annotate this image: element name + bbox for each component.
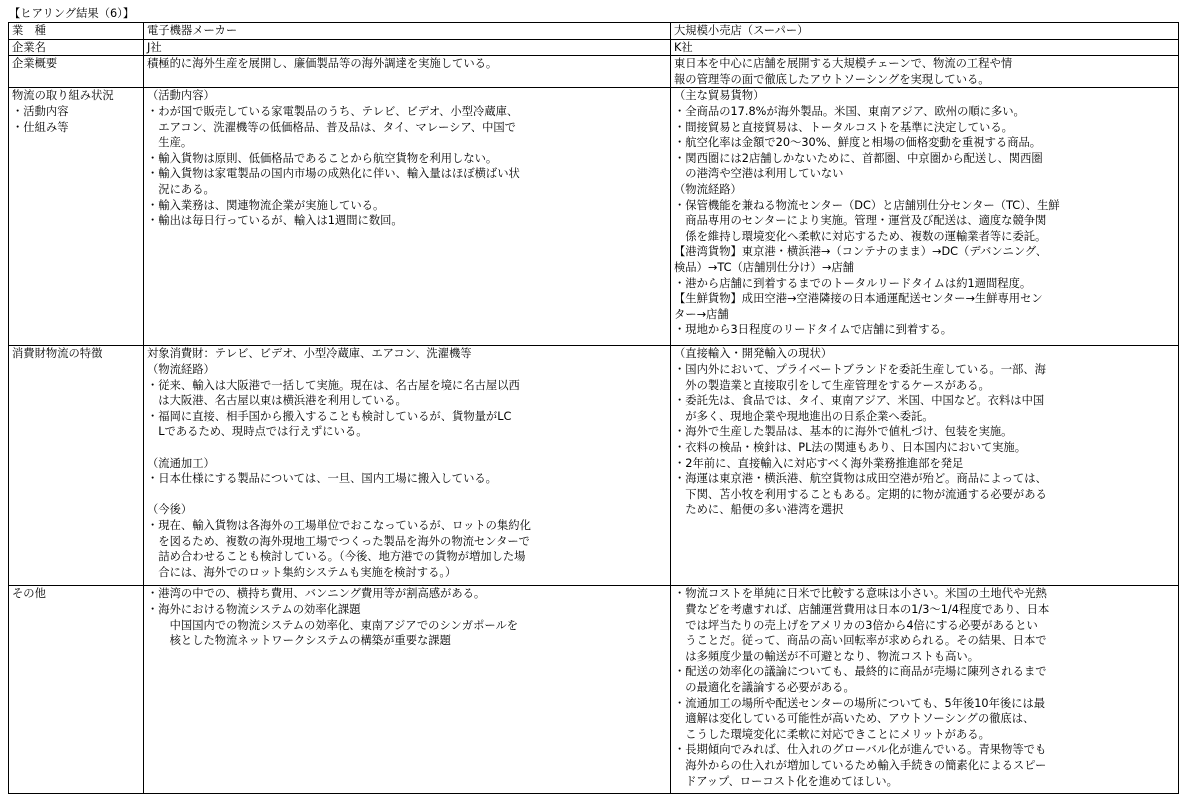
cell-text-line: 中国国内での物流システムの効率化、東南アジアでのシンガポールを [147,618,519,632]
header-row [9,23,1179,40]
cell-text-line: ドアップ、ローコスト化を進めてほしい。 [674,774,898,788]
cell-text-line: （物流経路） [674,182,742,196]
cell-text-line: が多く、現地企業や現地進出の日系企業へ委託。 [674,409,934,423]
row-logistics-activities [9,88,1179,346]
cell-text-line: ・日本仕様にする製品については、一旦、国内工場に搬入している。 [147,472,497,486]
row-label-cell [9,88,144,346]
cell-text-line: 下関、苫小牧を利用することもある。定期的に物が流通する必要がある [674,487,1047,501]
header-label-cell [9,23,144,40]
cell-text-line: 海外からの仕入れが増加しているため輸入手続きの簡素化によるスピー [674,758,1047,772]
cell-text-line: （流通加工） [147,456,215,470]
cell-text-line: ・現在、輸入貨物は各海外の工場単位でおこなっているが、ロットの集約化 [147,518,531,532]
cell-text-line: 詰め合わせることも検討している。（今後、地方港での貨物が増加した場 [147,550,526,564]
col-a-cell [144,39,671,56]
col-a-cell [144,346,671,586]
cell-text-line: うことだ。従って、商品の高い回転率が求められる。その結果、日本で [674,634,1047,648]
row-label-cell [9,346,144,586]
cell-text-line: の港湾や空港は利用していない [674,167,844,181]
cell-text-line: ター→店舗 [674,307,729,321]
row-label-cell [9,39,144,56]
cell-text-line: （活動内容） [147,89,215,103]
cell-text-line: ・輸入貨物は原則、低価格品であることから航空貨物を利用しない。 [147,151,498,165]
cell-text-line: ・物流コストを単純に日米で比較する意味は小さい。米国の土地代や光熱 [674,587,1047,601]
cell-text-line: 報の管理等の面で徹底したアウトソーシングを実現している。 [674,72,990,86]
header-col-a: 電子機器メーカー [147,24,238,37]
cell-text-line: 外の製造業と直接取引をして生産管理をするケースがある。 [674,378,990,392]
cell-text-line: の最適化を議論する必要がある。 [674,680,855,694]
cell-text-line: 企業概要 [12,57,58,71]
cell-text-line: ・現地から3日程度のリードタイムで店舗に到着する。 [674,323,953,337]
cell-text-line: ・国内外において、プライベートブランドを委託生産している。一部、海 [674,362,1046,376]
cell-text-line: 合には、海外でのロット集約システムも実施を検討する。） [147,565,457,579]
cell-text-line: ・輸入貨物は家電製品の国内市場の成熟化に伴い、輸入量はほぼ横ばい状 [147,167,520,181]
cell-text-line: 【港湾貨物】東京港・横浜港→（コンテナのまま）→DC（デバンニング、 [674,245,1048,259]
cell-text-line: 消費財物流の特徴 [12,347,103,361]
col-b-cell [671,586,1179,794]
cell-text-line: 生産。 [147,136,193,150]
cell-text-line: ・海運は東京港・横浜港、航空貨物は成田空港が殆ど。商品によっては、 [674,472,1047,486]
cell-text-line: ・海外で生産した製品は、基本的に海外で値札づけ、包装を実施。 [674,425,1013,439]
cell-text-line: こうした環境変化に柔軟に対応できことにメリットがある。 [674,727,990,741]
cell-text-line: 物流の取り組み状況 [12,89,114,103]
cell-text-line: 積極的に海外生産を展開し、廉価製品等の海外調達を実施している。 [147,57,498,71]
cell-text-line: ・わが国で販売している家電製品のうち、テレビ、ビデオ、小型冷蔵庫、 [147,104,519,118]
cell-text-line: ・福岡に直接、相手国から搬入することも検討しているが、貨物量がLC [147,409,512,423]
cell-text-line: ・輸入業務は、関連物流企業が実施している。 [147,198,385,212]
hearing-results-table [8,22,1179,794]
cell-text-line: その他 [12,587,46,601]
cell-text-line: では坪当たりの売上げをアメリカの3倍から4倍にする必要があるとい [674,618,1038,632]
row-company-name [9,39,1179,56]
header-col-b: 大規模小売店（スーパー） [674,24,809,37]
cell-text-line: 況にある。 [147,182,215,196]
cell-text-line: ・輸出は毎日行っているが、輸入は1週間に数回。 [147,214,403,228]
header-col-a-cell [144,23,671,40]
sheet-title: 【ヒアリング結果（6）】 [9,7,135,20]
cell-text-line: （今後） [147,503,193,517]
col-a-cell [144,586,671,794]
cell-text-line: ・配送の効率化の議論についても、最終的に商品が売場に陳列されるまで [674,665,1047,679]
row-other [9,586,1179,794]
col-a-cell [144,88,671,346]
row-label-cell [9,586,144,794]
cell-text-line: エアコン、洗濯機等の低価格品、普及品は、タイ、マレーシア、中国で [147,120,516,134]
cell-text-line: K社 [674,40,693,54]
cell-text-line: ・流通加工の場所や配送センターの場所についても、5年後10年後には最 [674,696,1046,710]
cell-text-line: ・港湾の中での、横持ち費用、バンニング費用等が割高感がある。 [147,587,486,601]
cell-text-line: は多頻度少量の輸送が不可避となり、物流コストも高い。 [674,649,980,663]
cell-text-line: ・全商品の17.8%が海外製品。米国、東南アジア、欧州の順に多い。 [674,104,1025,118]
header-label: 業 種 [12,24,46,37]
cell-text-line: 東日本を中心に店舗を展開する大規模チェーンで、物流の工程や情 [674,57,1013,71]
cell-text-line: 係を維持し環境変化へ柔軟に対応するため、複数の運輸業者等に委託。 [674,229,1047,243]
cell-text-line: （物流経路） [147,362,215,376]
cell-text-line: を図るため、複数の海外現地工場でつくった製品を海外の物流センターで [147,534,530,548]
cell-text-line: （主な貿易貨物） [674,89,765,103]
cell-text-line: 核とした物流ネットワークシステムの構築が重要な課題 [147,634,451,648]
cell-text-line: J社 [147,40,162,54]
col-a-cell [144,56,671,88]
cell-text-line: ・海外における物流システムの効率化課題 [147,602,361,616]
row-label-cell [9,56,144,88]
cell-text-line: ・衣料の検品・検針は、PL法の関連もあり、日本国内において実施。 [674,440,1027,454]
cell-text-line: ・仕組み等 [12,120,69,134]
cell-text-line: 対象消費財：テレビ、ビデオ、小型冷蔵庫、エアコン、洗濯機等 [147,347,472,361]
cell-text-line: ・長期傾向でみれば、仕入れのグローバル化が進んでいる。青果物等でも [674,743,1047,757]
cell-text-line: ・航空化率は金額で20～30%、鮮度と相場の価格変動を重視する商品。 [674,136,1042,150]
blank-line [147,440,670,456]
header-col-b-cell [671,23,1179,40]
cell-text-line: 【生鮮貨物】成田空港→空港隣接の日本通運配送センター→生鮮専用セン [674,292,1043,306]
blank-line [147,487,670,503]
cell-text-line: ・活動内容 [12,104,69,118]
cell-text-line: は大阪港、名古屋以東は横浜港を利用している。 [147,394,407,408]
col-b-cell [671,56,1179,88]
col-b-cell [671,88,1179,346]
cell-text-line: ために、船便の多い港湾を選択 [674,503,844,517]
cell-text-line: ・間接貿易と直接貿易は、トータルコストを基準に決定している。 [674,120,1013,134]
col-b-cell [671,39,1179,56]
cell-text-line: 費などを考慮すれば、店舗運営費用は日本の1/3～1/4程度であり、日本 [674,602,1050,616]
cell-text-line: 適解は変化している可能性が高いため、アウトソーシングの徹底は、 [674,712,1035,726]
cell-text-line: ・委託先は、食品では、タイ、東南アジア、米国、中国など。衣料は中国 [674,394,1045,408]
cell-text-line: （直接輸入・開発輸入の現状） [674,347,833,361]
cell-text-line: ・従来、輸入は大阪港で一括して実施。現在は、名古屋を境に名古屋以西 [147,378,520,392]
col-b-cell [671,346,1179,586]
row-company-overview [9,56,1179,88]
cell-text-line: 商品専用のセンターにより実施。管理・運営及び配送は、適度な競争関 [674,214,1047,228]
row-consumer-goods-features [9,346,1179,586]
cell-text-line: ・保管機能を兼ねる物流センター（DC）と店舗別仕分センター（TC）、生鮮 [674,198,1060,212]
cell-text-line: ・2年前に、直接輸入に対応すべく海外業務推進部を発足 [674,456,964,470]
cell-text-line: Lであるため、現時点では行えずにいる。 [147,425,368,439]
cell-text-line: 企業名 [12,40,46,54]
cell-text-line: 検品）→TC（店舗別仕分け）→店舗 [674,260,854,274]
cell-text-line: ・関西圏には2店舗しかないために、首都圏、中京圏から配送し、関西圏 [674,151,1043,165]
cell-text-line: ・港から店舗に到着するまでのトータルリードタイムは約1週間程度。 [674,276,1032,290]
